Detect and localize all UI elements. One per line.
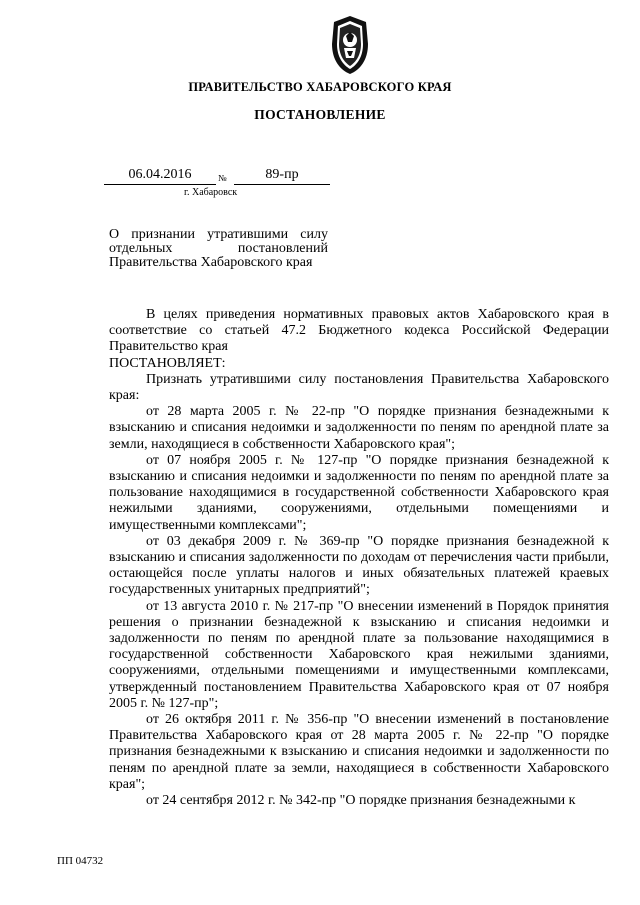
number-sign: №	[218, 173, 227, 183]
decree-date: 06.04.2016	[104, 167, 216, 185]
list-item: от 28 марта 2005 г. № 22-пр "О порядке признания безнадежными к взысканию и списания недоимки и задолженности по пеням по арендной плате за земли, находящиеся в собственности Хабаровского края";	[109, 404, 609, 452]
document-code: ПП 04732	[57, 855, 104, 867]
city: г. Хабаровск	[184, 187, 238, 198]
list-item: от 26 октября 2011 г. № 356-пр "О внесении изменений в постановление Правительства Хабаровского края от 28 марта 2005 г. № 22-пр "О порядке признания безнадежными к взысканию и списания недоимки и задолженности по пеням по арендной плате за земли, находящиеся в собственности Хабаровского края";	[109, 712, 609, 792]
decides-heading: ПОСТАНОВЛЯЕТ:	[109, 355, 226, 371]
decree-body	[109, 307, 609, 809]
list-item: от 13 августа 2010 г. № 217-пр "О внесении изменений в Порядок принятия решения о признании безнадежной к взысканию и списания недоимки и задолженности по пеням по арендной плате за пользование находящимися в государственной собственности Хабаровского края нежилыми зданиями, сооружениями, отдельными помещениями и имущественными комплексами, утвержденный постановлением Правительства Хабаровского края от 07 ноября 2005 г. № 127-пр";	[109, 598, 609, 711]
document-type: ПОСТАНОВЛЕНИЕ	[254, 107, 386, 122]
list-item: от 24 сентября 2012 г. № 342-пр "О порядке признания безнадежными к	[146, 793, 576, 809]
list-item: от 03 декабря 2009 г. № 369-пр "О порядке признания безнадежной к взысканию и списания задолженности по доходам от перечисления части прибыли, остающейся после уплаты налогов и иных обязательных платежей краевых государственных унитарных предприятий";	[109, 533, 609, 598]
government-name: ПРАВИТЕЛЬСТВО ХАБАРОВСКОГО КРАЯ	[188, 80, 452, 94]
list-item: от 07 ноября 2005 г. № 127-пр "О порядке признания безнадежной к взысканию и списания недоимки и задолженности по пеням по арендной плате за пользование находящимися в государственной собственности Хабаровского края нежилыми зданиями, сооружениями, отдельными помещениями и имущественными комплексами";	[109, 452, 609, 533]
preamble: В целях приведения нормативных правовых актов Хабаровского края в соответствие со статьей 47.2 Бюджетного кодекса Российской Федерации Правительство края	[109, 307, 609, 355]
decree-subject: О признании утратившими силу отдельных постановлений Правительства Хабаровского края	[109, 227, 328, 270]
clause-intro: Признать утратившими силу постановления Правительства Хабаровского края:	[109, 371, 609, 404]
decree-number: 89-пр	[234, 167, 330, 185]
coat-of-arms-emblem	[326, 14, 374, 76]
